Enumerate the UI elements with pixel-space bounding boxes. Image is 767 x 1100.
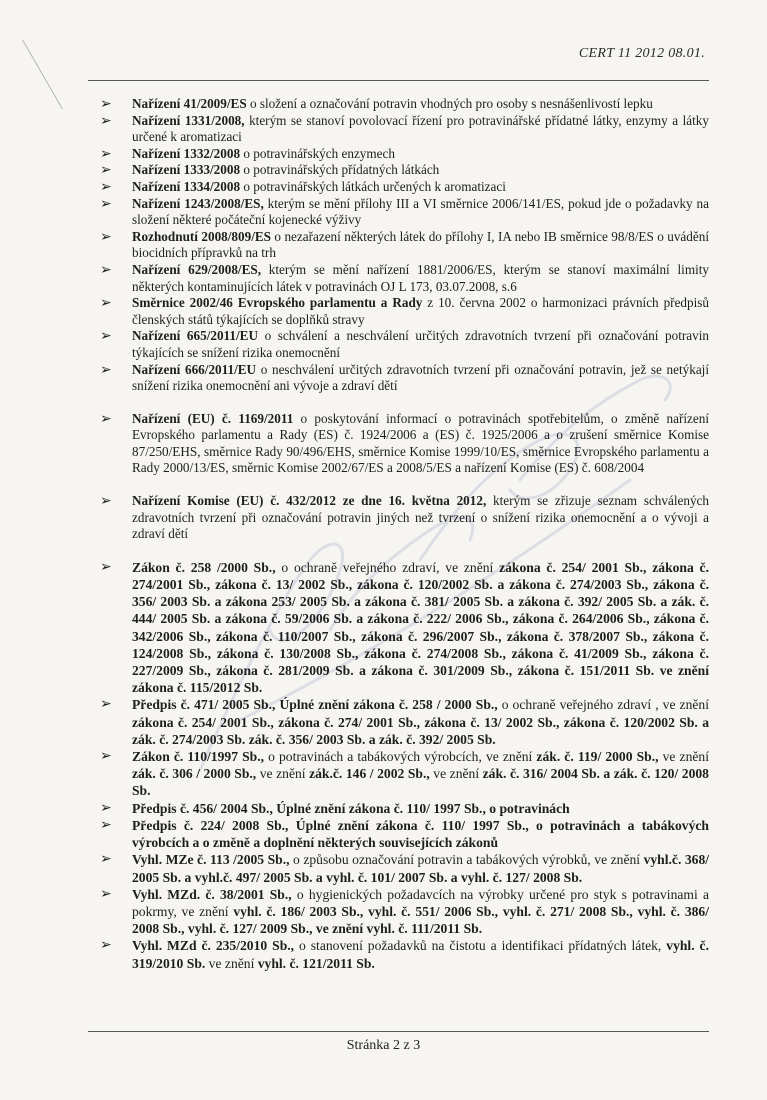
regulation-reference: Nařízení Komise (EU) č. 432/2012 ze dne 16. května 2012, xyxy=(132,493,487,509)
regulation-description: o neschválení určitých zdravotních tvrzení při označování potravin, jež se netýkají snížení rizika onemocnění ani vývoje a zdraví dětí xyxy=(132,361,709,394)
regulation-reference: Předpis č. 456/ 2004 Sb., Úplné znění zákona č. 110/ 1997 Sb., o potravinách xyxy=(132,800,570,816)
bullet-arrow-icon: ➢ xyxy=(100,328,112,345)
regulation-description: kterým se stanoví povolovací řízení pro potravinářské přídatné látky, enzymy a látky určené k aromatizaci xyxy=(132,112,709,145)
regulation-reference: Předpis č. 471/ 2005 Sb., Úplné znění zákona č. 258 / 2000 Sb., xyxy=(132,697,498,713)
margin-mark xyxy=(22,10,115,110)
bullet-arrow-icon: ➢ xyxy=(100,816,112,833)
regulation-reference: Nařízení 1334/2008 xyxy=(132,178,241,194)
list-item xyxy=(96,196,709,229)
list-item xyxy=(96,262,709,295)
group-czech-laws xyxy=(96,559,709,972)
list-item xyxy=(96,817,709,851)
bullet-arrow-icon: ➢ xyxy=(100,112,112,129)
list-item xyxy=(96,696,709,748)
regulation-description: o potravinářských enzymech xyxy=(240,145,395,161)
regulation-reference: Vyhl. MZd č. 235/2010 Sb., xyxy=(132,938,295,954)
regulation-reference: zák. č. 119/ 2000 Sb., xyxy=(536,749,659,765)
regulation-reference: zákona č. 254/ 2001 Sb., zákona č. 274/ 2001 Sb., zákona č. 13/ 2002 Sb., zákona č. 120/2002 Sb. a zák. č. 274/2003 Sb. zák. č. 356/ 2003 Sb. a zák. č. 392/ 2005 Sb. xyxy=(132,714,709,747)
regulation-reference: Předpis č. 224/ 2008 Sb., Úplné znění zákona č. 110/ 1997 Sb., o potravinách a tabákových výrobcích a o změně a doplnění některých souvisejících zákonů xyxy=(132,817,709,851)
regulation-description: kterým se mění nařízení 1881/2006/ES, kterým se stanoví maximální limity některých kontaminujících látek v potravinách OJ L 173, 03.07.2008, s.6 xyxy=(132,261,709,294)
regulation-reference: Nařízení 1332/2008 xyxy=(132,145,241,161)
bullet-arrow-icon: ➢ xyxy=(100,885,112,902)
bullet-arrow-icon: ➢ xyxy=(100,696,112,713)
regulation-reference: vyhl. č. 186/ 2003 Sb., vyhl. č. 551/ 2006 Sb., vyhl. č. 271/ 2008 Sb., vyhl. č. 386/ 2008 Sb., vyhl. č. 127/ 2009 Sb., ve znění vyhl. č. 111/2011 Sb. xyxy=(132,903,709,937)
regulation-reference: Nařízení 629/2008/ES, xyxy=(132,261,262,277)
regulation-description: o potravinářských přídatných látkách xyxy=(240,162,440,178)
regulation-description: o stanovení požadavků na čistotu a identifikaci přídatných látek, xyxy=(294,938,667,954)
list-item xyxy=(96,493,709,543)
list-item xyxy=(96,295,709,328)
bullet-arrow-icon: ➢ xyxy=(100,361,112,378)
regulation-reference: zákona č. 254/ 2001 Sb., zákona č. 274/2001 Sb., zákona č. 13/ 2002 Sb., zákona č. 120/2002 Sb. a zákona č. 274/2003 Sb., zákona č. 356/ 2003 Sb. a zákona 253/ 2005 Sb. a zákona č. 381/ 2005 Sb. a zákona č. 392/ 2005 Sb. a zák. č. 444/ 2005 Sb. a zákona č. 59/2006 Sb. a zákona č. 222/ 2006 Sb., zákona č. 264/2006 Sb., zákona č. 342/2006 Sb., zákona č. 110/2007 Sb., zákona č. 296/2007 Sb., zákona č. 378/2007 Sb., zákona č. 124/2008 Sb., zákona č. 130/2008 Sb., zákona č. 274/2008 Sb., zákona č. 41/2009 Sb., zákona č. 227/2009 Sb., zákona č. 281/2009 Sb. a zákona č. 301/2009 Sb., zákona č. 151/2011 Sb. ve znění zákona č. 115/2012 Sb. xyxy=(132,559,709,696)
bullet-arrow-icon: ➢ xyxy=(100,162,112,179)
regulation-description: ve znění xyxy=(429,766,483,782)
regulation-description: o potravinách a tabákových výrobcích, ve znění xyxy=(264,749,537,765)
bullet-arrow-icon: ➢ xyxy=(100,96,112,112)
bullet-arrow-icon: ➢ xyxy=(100,295,112,312)
regulation-reference: Vyhl. MZe č. 113 /2005 Sb., xyxy=(132,852,290,868)
regulation-reference: Zákon č. 110/1997 Sb., xyxy=(132,749,265,765)
regulation-reference: zák.č. 146 / 2002 Sb., xyxy=(309,766,430,782)
regulation-reference: Nařízení (EU) č. 1169/2011 xyxy=(132,410,294,426)
list-item xyxy=(96,851,709,885)
regulation-description: o ochraně veřejného zdraví , ve znění xyxy=(497,697,709,713)
list-item xyxy=(96,411,709,477)
regulation-description: o hygienických požadavcích na výrobky určené pro styk s potravinami a pokrmy, ve znění xyxy=(132,886,709,919)
bullet-arrow-icon: ➢ xyxy=(100,937,112,954)
list-item xyxy=(96,229,709,262)
list-item xyxy=(96,162,709,179)
regulation-description: ve znění xyxy=(205,955,258,971)
page-number: Stránka 2 z 3 xyxy=(346,1038,421,1053)
regulation-reference: Nařízení 665/2011/EU xyxy=(132,328,258,344)
regulation-description: z 10. června 2002 o harmonizaci právních předpisů členských států týkajících se doplňků stravy xyxy=(132,295,709,327)
regulation-reference: vyhl. č. 121/2011 Sb. xyxy=(257,955,375,971)
list-item xyxy=(96,362,709,395)
list-item xyxy=(96,328,709,361)
bullet-arrow-icon: ➢ xyxy=(100,748,112,765)
list-item xyxy=(96,146,709,163)
regulation-reference: Nařízení 1243/2008/ES, xyxy=(132,195,264,211)
bullet-arrow-icon: ➢ xyxy=(100,145,112,162)
regulation-reference: Vyhl. MZd. č. 38/2001 Sb., xyxy=(132,886,292,902)
group-eu-regulations xyxy=(96,96,709,395)
bullet-arrow-icon: ➢ xyxy=(100,228,112,245)
bullet-arrow-icon: ➢ xyxy=(100,799,112,816)
regulation-description: o poskytování informací o potravinách spotřebitelům, o změně nařízení Evropského parlamentu a Rady (ES) č. 1924/2006 a (ES) č. 1925/2006 a o zrušení směrnice Komise 87/250/EHS, směrnice Rady 90/496/EHS, směrnice Komise 1999/10/ES, směrnice Evropského parlamentu a Rady 2000/13/ES, směrnic Komise 2002/67/ES a 2008/5/ES a nařízení Komise (ES) č. 608/2004 xyxy=(132,410,709,476)
list-item xyxy=(96,748,709,800)
regulation-description: o potravinářských látkách určených k aromatizaci xyxy=(240,178,506,194)
bullet-arrow-icon: ➢ xyxy=(100,261,112,278)
bullet-arrow-icon: ➢ xyxy=(100,851,112,868)
list-item xyxy=(96,96,709,113)
footer-rule xyxy=(88,1031,709,1032)
list-item xyxy=(96,937,709,971)
regulation-description: ve znění xyxy=(658,749,709,765)
bullet-arrow-icon: ➢ xyxy=(100,410,112,427)
bullet-arrow-icon: ➢ xyxy=(100,178,112,195)
header-rule xyxy=(88,80,709,81)
regulation-reference: Nařízení 41/2009/ES xyxy=(132,96,247,111)
regulation-description: o ochraně veřejného zdraví, ve znění xyxy=(275,559,500,575)
list-item xyxy=(96,886,709,938)
regulation-description: o složení a označování potravin vhodných pro osoby s nesnášenlivostí lepku xyxy=(246,96,653,111)
regulation-reference: zák. č. 316/ 2004 Sb. a zák. č. 120/ 2008 Sb. xyxy=(132,766,709,799)
list-item xyxy=(96,113,709,146)
regulation-description: ve znění xyxy=(256,766,310,782)
regulation-reference: vyhl. č. 319/2010 Sb. xyxy=(132,938,709,971)
regulation-reference: Nařízení 1331/2008, xyxy=(132,112,245,128)
bullet-arrow-icon: ➢ xyxy=(100,493,112,510)
regulation-reference: zák. č. 306 / 2000 Sb., xyxy=(132,766,257,782)
list-item xyxy=(96,800,709,817)
bullet-arrow-icon: ➢ xyxy=(100,195,112,212)
regulation-reference: Směrnice 2002/46 Evropského parlamentu a Rady xyxy=(132,295,423,311)
group-eu-information-regulations xyxy=(96,411,709,543)
bullet-arrow-icon: ➢ xyxy=(100,558,112,575)
document-code: CERT 11 2012 08.01. xyxy=(578,46,705,61)
regulation-description: o nezařazení některých látek do přílohy I, IA nebo IB směrnice 98/8/ES o uvádění biocidních přípravků na trh xyxy=(132,228,709,261)
regulations-list xyxy=(96,96,709,972)
regulation-reference: vyhl.č. 368/ 2005 Sb. a vyhl.č. 497/ 2005 Sb. a vyhl. č. 101/ 2007 Sb. a vyhl. č. 127/ 2008 Sb. xyxy=(132,852,710,885)
regulation-description: o způsobu označování potravin a tabákových výrobků, ve znění xyxy=(289,852,644,868)
regulation-reference: Nařízení 1333/2008 xyxy=(132,162,241,178)
list-item xyxy=(96,179,709,196)
regulation-description: o schválení a neschválení určitých zdravotních tvrzení při označování potravin týkajících se snížení rizika onemocnění xyxy=(132,328,709,360)
regulation-description: kterým se zřizuje seznam schválených zdravotních tvrzení při označování potravin jiných než tvrzení o snížení rizika onemocnění a o vývoji a zdraví dětí xyxy=(132,493,709,542)
regulation-reference: Zákon č. 258 /2000 Sb., xyxy=(132,559,276,575)
regulation-reference: Rozhodnutí 2008/809/ES xyxy=(132,228,271,244)
regulation-reference: Nařízení 666/2011/EU xyxy=(132,361,257,377)
list-item xyxy=(96,559,709,697)
regulation-description: kterým se mění přílohy III a VI směrnice 2006/141/ES, pokud jde o požadavky na složení některé počáteční kojenecké výživy xyxy=(132,195,709,228)
